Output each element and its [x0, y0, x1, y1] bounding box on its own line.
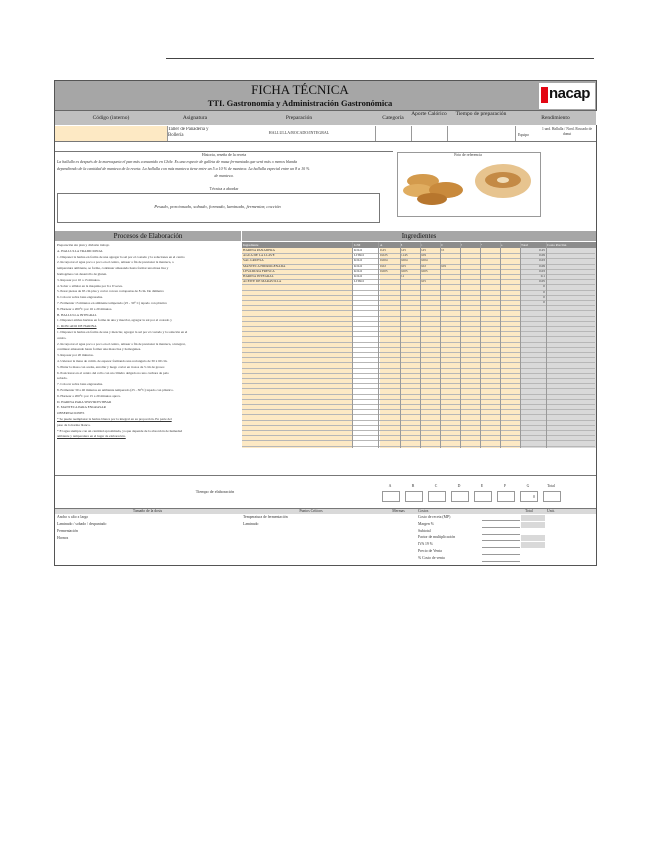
sheet-title: FICHA TÉCNICA: [251, 82, 349, 97]
costos-title: Costos: [418, 509, 429, 513]
time-col-input[interactable]: [428, 491, 446, 502]
process-step: 6. Posicionar en el centro del rollo con un cilindro delgado no uno cuchara de palo: [57, 370, 169, 375]
ing-h-name: Ingrediente: [243, 243, 259, 247]
ing-h-um: U/M: [354, 243, 361, 247]
rendimiento-label: Equipo: [518, 133, 529, 137]
time-total-value: 0: [533, 495, 535, 499]
ing-h-c: C: [420, 243, 423, 247]
process-step: centro.: [57, 335, 67, 340]
photo-title: Foto de referencia: [454, 153, 482, 157]
cost-item: IVA 19 %: [418, 542, 433, 547]
cost-input[interactable]: [482, 522, 520, 528]
col-categoria: Categoría: [375, 111, 412, 125]
history-text-1: La hallulla es después de la marraqueta el pan más consumido en Chile. Es una especie de galleta de masa fermentada que será más o menos blanda: [57, 159, 298, 164]
time-col-input[interactable]: [405, 491, 423, 502]
ing-h-d: D: [440, 243, 443, 247]
ingredient-b[interactable]: 0.004: [400, 258, 408, 263]
history-text-3: de manteca.: [214, 173, 234, 178]
ingredientes-title: Ingredientes: [401, 232, 437, 240]
cost-item: % Costo de venta: [418, 555, 445, 560]
mermas-title: Mermas: [392, 509, 405, 513]
critical-item: Laminado: [243, 522, 259, 526]
ingredient-total[interactable]: 0: [543, 294, 545, 299]
time-col-label: Total: [547, 484, 555, 488]
dose-item: Laminado / sobado / despuntado: [57, 522, 107, 526]
ing-h-e: E: [460, 243, 463, 247]
ingredient-total[interactable]: 0.09: [539, 263, 545, 268]
process-step: 2. Incorporar el agua poco a poco en el centro, amasar a fin de presionar la manteca, a: [57, 260, 174, 265]
ingredient-total[interactable]: 0.09: [539, 253, 545, 258]
process-step: 8. Fermentar 30 a 40 minutos en ambiente temperado (25 - 30°C) tapado con plástico.: [57, 388, 174, 392]
ingredient-row: [242, 440, 595, 446]
rendimiento-value: 1 und. Hallulla / Nord. Roscado de donut: [541, 127, 593, 136]
process-step: paso de la harina blanca.: [57, 422, 91, 427]
ingredient-um[interactable]: KILO: [354, 248, 363, 252]
time-col-label: E: [480, 484, 484, 488]
process-step: 1. Disponer la harina en forma de una y mezclar, agregar la sal por el costado y la solución en el: [57, 330, 188, 334]
ingredient-name[interactable]: ACEITE DE MARAVILLA: [243, 279, 282, 284]
col-tiempo: Tiempo de preparación: [447, 111, 516, 125]
tech-title: Técnica a abordar: [209, 186, 239, 191]
logo-text: nacap: [549, 85, 590, 102]
ingredient-c[interactable]: 0.02: [420, 263, 426, 268]
ingredient-c[interactable]: 0.25: [420, 248, 426, 252]
time-col-label: A: [388, 484, 392, 488]
cost-item: Subtotal: [418, 528, 431, 533]
process-step: B. HALLULLA INTEGRAL: [57, 312, 97, 317]
time-col-label: B: [411, 484, 415, 488]
process-step: 4. Uslerear la masa de 4 mm. de espesor formando una rectangulo de 30 x 60 cm.: [57, 359, 168, 363]
preparacion-value: HALLULLA/ROCADO/INTEGRAL: [268, 130, 330, 135]
time-col-input[interactable]: [474, 491, 492, 502]
ingredient-total[interactable]: 0.25: [539, 248, 545, 252]
process-step: 9. Hornear a 200°C por 15 a 20 minutos aprox.: [57, 393, 121, 398]
ingredient-total[interactable]: 0: [543, 300, 545, 304]
ingredient-b[interactable]: 0.1: [400, 274, 405, 278]
ingredient-total[interactable]: 0.05: [539, 279, 545, 284]
col-rendimiento: Rendimiento: [515, 111, 597, 125]
ing-h-total: Total: [521, 243, 528, 247]
ingredient-total[interactable]: 0: [543, 289, 545, 294]
ingredient-b[interactable]: 0.05: [400, 263, 406, 268]
history-text-2: dependiendo de la cantidad de manteca de la receta. La hallulla con más manteca tiene entre un 5 a 10 % de manteca. La hallulla especial entre un 8 a 10 %: [57, 166, 310, 171]
ing-h-costo: Costo Porción: [547, 243, 567, 247]
cost-input[interactable]: [482, 549, 520, 555]
process-step: temperatura ambiente, se forma, continuar amasando hasta formar una masa lisa y: [57, 266, 169, 271]
technical-sheet: [54, 80, 597, 566]
proceso-title: Procesos de Elaboración: [113, 232, 183, 240]
col-aporte: Aporte Calórico: [411, 111, 448, 125]
ingredient-total[interactable]: 0.03: [539, 258, 545, 263]
dose-title: Tamaño de la dosis: [132, 509, 163, 513]
codigo-value[interactable]: [55, 126, 168, 141]
process-step: Preparación sin plan y división trabajo: [57, 243, 110, 247]
process-step: D. HARINA PARA SERVIR/ESTIBAR: [57, 399, 112, 404]
ingredient-total[interactable]: 0: [543, 284, 545, 289]
asignatura-value: Taller de Panadería y Bollería: [168, 127, 209, 138]
time-col-label: F: [503, 484, 507, 488]
top-rule: [166, 58, 594, 59]
ingredient-b[interactable]: 0.005: [400, 268, 408, 273]
ingredient-name[interactable]: SAL GRUESA: [243, 258, 264, 263]
ingredient-a[interactable]: 0.02: [380, 263, 386, 268]
ingredient-name[interactable]: LEVADURA FRESCA: [243, 268, 275, 273]
process-step: 1. Disponer ambas harinas en forma de una y mezclar, agregar la sal por el costado y: [57, 318, 172, 323]
ing-h-g: G: [500, 243, 503, 247]
ingredient-a[interactable]: 0.005: [380, 268, 388, 273]
process-step: C. ROSCADO DE HARINA: [57, 324, 97, 329]
ingredient-c[interactable]: 0.05: [420, 279, 426, 284]
cost-item: Costo de receta (MP): [418, 515, 451, 519]
total-title: Total: [525, 509, 533, 513]
unit-title: Unit.: [547, 509, 555, 513]
ingredient-um[interactable]: LITRO: [354, 253, 364, 258]
process-step: continuar amasando hasta formar una masa lisa y homogénea.: [57, 347, 142, 352]
time-col-input[interactable]: [451, 491, 469, 502]
cost-input[interactable]: [482, 529, 520, 535]
col-preparacion: Preparación: [223, 111, 376, 125]
process-step: 1. Disponer la harina en forma de una agregar la sal por el costado y la soluciones en el centro: [57, 254, 185, 259]
cost-item: Factor de multiplicación: [418, 535, 456, 540]
cost-item: Margen %: [418, 521, 434, 526]
ingredient-a[interactable]: 0.25: [380, 248, 386, 252]
time-label: Tiempo de elaboración: [195, 489, 235, 494]
ingredient-total[interactable]: 0.03: [539, 268, 545, 273]
col-asignatura: Asignatura: [167, 111, 224, 125]
dose-item: Ancho x alto x largo: [57, 515, 89, 519]
process-step: 8. Hornear a 200°C por 16 a 20 minutos.: [57, 306, 113, 311]
ingredient-um[interactable]: KILO: [354, 263, 363, 268]
cost-item: Precio de Venta: [418, 549, 442, 553]
sheet-header: [55, 81, 596, 111]
ingredient-name[interactable]: HARINA INTEGRAL: [243, 274, 274, 278]
process-step: sobado.: [57, 376, 68, 381]
ingredient-name[interactable]: HARINA PANADERA: [243, 248, 275, 252]
ingredient-d[interactable]: 0.5: [440, 248, 445, 252]
process-step: A. HALLULLA TRADICIONAL: [57, 248, 103, 253]
ingredient-c[interactable]: 0.005: [420, 268, 428, 273]
history-title: Historia, reseña de la receta: [201, 152, 247, 157]
process-step: 6. Colocar sobre latas engrasadas.: [57, 295, 103, 300]
cost-input[interactable]: [482, 542, 520, 548]
process-step: homogénea con desarrollo de gluten.: [57, 272, 107, 276]
ing-h-b: B: [400, 243, 403, 247]
ingredient-um[interactable]: KILO: [354, 274, 363, 278]
col-codigo: Código (interno): [55, 111, 168, 125]
tech-text: Pesado, porcionado, sobado, formado, laminado, fermentar, cocción: [154, 204, 281, 209]
time-col-input[interactable]: [543, 491, 561, 502]
process-step: 3. Reposar por 20 minutos.: [57, 353, 94, 358]
inacap-logo: [539, 83, 595, 109]
ingredient-total[interactable]: 0.1: [540, 274, 545, 278]
ingredient-b[interactable]: 0.145: [400, 253, 408, 258]
process-step: 2. Incorporar el agua poco a poco en el centro, amasar a fin de presionar la manteca, a integrar,: [57, 341, 186, 346]
process-step: 7. Colocar sobre latas engrasadas.: [57, 382, 103, 387]
process-step: ambiente y temperatura en el lugar de elaboración.: [57, 434, 126, 439]
ingredient-d[interactable]: 0.09: [440, 263, 446, 268]
ingredient-um[interactable]: KILO: [354, 258, 363, 263]
time-col-label: D: [457, 484, 461, 488]
ing-h-f: F: [480, 243, 482, 247]
process-step: E. MANTECA PARA ENGRASAR: [57, 405, 106, 410]
critical-item: Temperatura de fermentación: [243, 515, 288, 519]
ing-h-a: A: [380, 243, 383, 247]
sheet-subtitle: TTI. Gastronomía y Administración Gastronómica: [207, 98, 393, 108]
ingredient-name[interactable]: MANTECA HIDROGENADA: [243, 263, 286, 268]
process-step: 7. Fermentar 15 minutos en ambiente temperado (25 - 30° C) tapado con plástico: [57, 301, 168, 305]
process-step: OBSERVACIONES: [57, 411, 85, 416]
process-step: 5. Pesar piezas de 65 cm plas y cortar con un cortapastas de 8 cm. De diámetro: [57, 289, 164, 294]
process-step: 4. Sobar o sillalar en la maquina por 6 a 9 veces.: [57, 283, 123, 288]
process-step: 3. Reposar por 10 a 15 minutos.: [57, 277, 101, 282]
logo-mark-icon: [541, 87, 548, 103]
ingredient-a[interactable]: 0.025: [380, 253, 388, 258]
ingredient-a[interactable]: 0.004: [380, 258, 388, 263]
cost-input[interactable]: [482, 515, 520, 521]
process-step: * El agua siempre con un cantidad aproximada, ya que depende de la absorción de humedad: [57, 428, 183, 433]
ingredient-b[interactable]: 0.25: [400, 248, 406, 252]
cost-input[interactable]: [482, 556, 520, 562]
time-col-input[interactable]: [497, 491, 515, 502]
dose-item: Hornos: [57, 536, 69, 540]
process-step: * Se puede reemplazar la harina blanca por la integral en su proporción. En parte del: [57, 417, 172, 421]
ingredient-um[interactable]: KILO: [354, 268, 363, 273]
critical-title: Puntos Críticos: [299, 509, 323, 513]
time-col-label: C: [434, 484, 438, 488]
ingredient-c[interactable]: 0.09: [420, 253, 426, 258]
ingredient-c[interactable]: 0.004: [420, 258, 428, 263]
time-col-label: G: [526, 484, 530, 488]
ingredient-um[interactable]: LITRO: [354, 279, 364, 284]
dose-item: Fermentación: [57, 529, 78, 533]
process-step: 5. Pintar la masa con aceite, enrollar y luego cortar en trozos de 5 cm de grosor.: [57, 364, 165, 369]
time-col-input[interactable]: [382, 491, 400, 502]
bread-photo: [403, 160, 535, 208]
cost-input[interactable]: [482, 535, 520, 541]
ingredient-name[interactable]: AGUA DE LA LLAVE: [243, 253, 275, 258]
